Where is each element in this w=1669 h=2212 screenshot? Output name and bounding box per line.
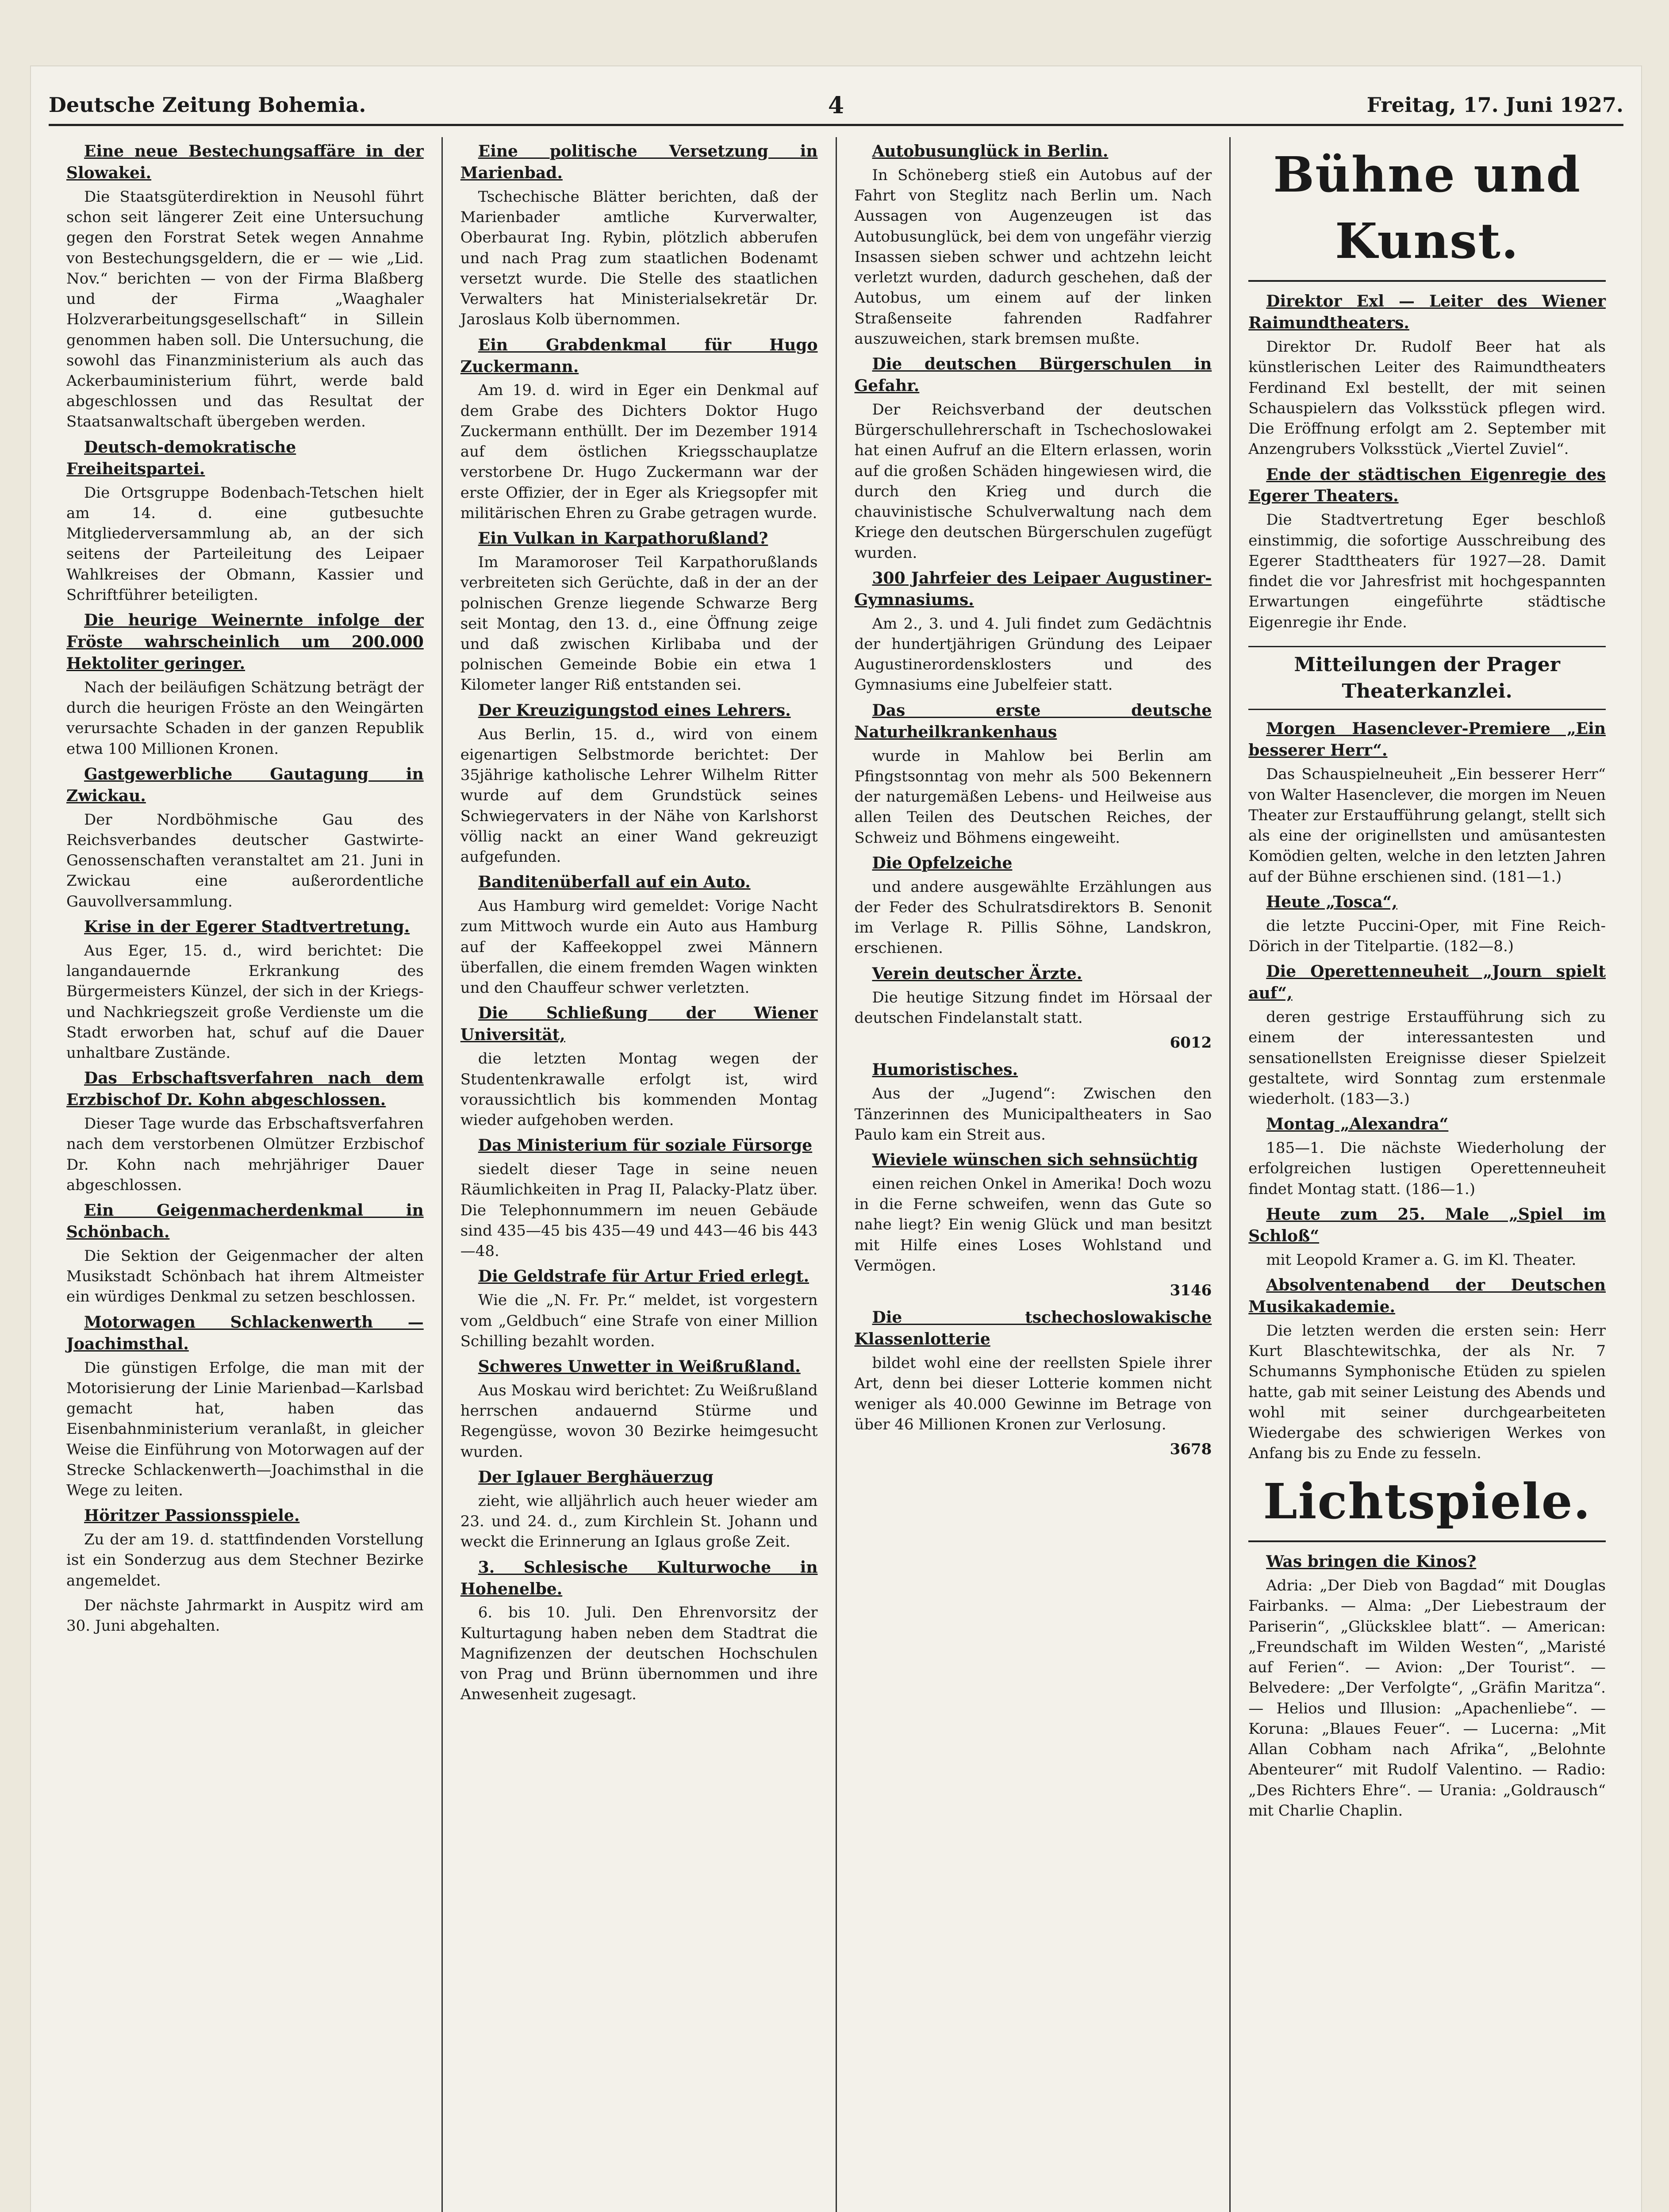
article-heading: Schweres Unwetter in Weißrußland. [478,1357,801,1376]
article-heading: Banditenüberfall auf ein Auto. [478,873,751,892]
article-text: siedelt dieser Tage in seine neuen Räumlichkeiten in Prag II, Palacky-Platz über. Die Telephonnummern im neuen Gebäude sind 435—45 bis 435—49 und 443—46 bis 443—48. [460,1160,818,1260]
columns [49,137,1623,2212]
article-text: Wie die „N. Fr. Pr.“ meldet, ist vorgestern vom „Geldbuch“ eine Strafe von einer Million Schilling bezahlt worden. [460,1291,818,1350]
article-text: Die Ortsgruppe Bodenbach-Tetschen hielt am 14. d. eine gutbesuchte Mitgliederversammlung ab, an der sich seitens der Parteileitung des Leipaer Wahlkreises der Obmann, Kassier und Schriftführer beteiligten. [66,484,424,604]
article-heading: Das erste deutsche Naturheilkrankenhaus [854,701,1212,741]
article-heading: Die Geldstrafe für Artur Fried erlegt. [478,1267,810,1286]
article-text: und andere ausgewählte Erzählungen aus der Feder des Schulratsdirektors B. Senonit im Verlage R. Pillis Söhne, Landskron, erschienen. [854,878,1212,957]
article-text: Zu der am 19. d. stattfindenden Vorstellung ist ein Sonderzug aus dem Stechner Bezirke angemeldet. [66,1531,424,1590]
article-text: Die heutige Sitzung findet im Hörsaal der deutschen Findelanstalt statt. [854,988,1212,1027]
article-text: Aus Berlin, 15. d., wird von einem eigenartigen Selbstmorde berichtet: Der 35jährige katholische Lehrer Wilhelm Ritter wurde auf dem Grundstück seines Schwiegervaters in der Nähe von Karlshorst völlig nackt an einer Wand gekreuzigt aufgefunden. [460,725,818,866]
article-heading: Verein deutscher Ärzte. [872,964,1082,983]
reference-number: 3146 [1170,1282,1212,1300]
article-text: Aus Moskau wird berichtet: Zu Weißrußland herrschen andauernd Stürme und Regengüsse, wovon 30 Bezirke heimgesucht wurden. [460,1381,818,1461]
article-heading: Motorwagen Schlackenwerth — Joachimsthal. [66,1313,424,1353]
article-text: Am 2., 3. und 4. Juli findet zum Gedächtnis der hundertjährigen Gründung des Leipaer Augustinerordensklosters und des Gymnasiums eine Jubelfeier statt. [854,614,1212,694]
article-text: wurde in Mahlow bei Berlin am Pfingstsonntag von mehr als 500 Bekennern der naturgemäßen Lebens- und Heilweise aus allen Teilen des Deutschen Reiches, der Schweiz und Böhmens eingeweiht. [854,747,1212,847]
article-heading: Heute zum 25. Male „Spiel im Schloß“ [1248,1205,1606,1245]
article-text: Aus Hamburg wird gemeldet: Vorige Nacht zum Mittwoch wurde ein Auto aus Hamburg auf der Kaffeekoppel zwei Männern überfallen, die einem fremden Wagen winkten und den Chauffeur schwer verletzten. [460,897,818,997]
article-heading: Die deutschen Bürgerschulen in Gefahr. [854,355,1212,396]
article-heading: Das Ministerium für soziale Fürsorge [478,1136,813,1155]
article-text: Der nächste Jahrmarkt in Auspitz wird am 30. Juni abgehalten. [66,1596,424,1635]
article-text: Aus der „Jugend“: Zwischen den Tänzerinnen des Municipaltheaters in Sao Paulo kam ein Streit aus. [854,1085,1212,1144]
page-header [49,84,1623,126]
article-heading: Der Iglauer Berghäuerzug [478,1467,714,1486]
article-heading: Die tschechoslowakische Klassenlotterie [854,1308,1212,1349]
article-heading: Was bringen die Kinos? [1266,1552,1477,1571]
article-text: Im Maramoroser Teil Karpathorußlands verbreiteten sich Gerüchte, daß in der an der polnischen Grenze liegende Schwarze Berg seit Montag, den 13. d., eine Öffnung zeige und daß zwischen Kirlibaba und der polnischen Gemeinde Bobie ein etwa 1 Kilometer langer Riß entstanden sei. [460,553,818,694]
article-text: Die letzten werden die ersten sein: Herr Kurt Blaschtewitschka, der als Nr. 7 Schumanns Symphonische Etüden zu spielen hatte, gab mit seiner Leistung des Abends und wohl mit seiner durchgearbeiteten Wiedergabe des schwierigen Werkes von Anfang bis zu Ende zu fesseln. [1248,1321,1606,1463]
article-text: die letzte Puccini-Oper, mit Fine Reich-Dörich in der Titelpartie. (182—8.) [1248,917,1606,955]
page-number: 4 [828,92,844,119]
article-text: Nach der beiläufigen Schätzung beträgt der durch die heurigen Fröste an den Weingärten verursachte Schaden in der ganzen Republik etwa 100 Millionen Kronen. [66,678,424,758]
article-text: Das Schauspielneuheit „Ein besserer Herr“ von Walter Hasenclever, die morgen im Neuen Theater zur Erstaufführung gelangt, stellt sich als eine der originellsten und amüsantesten Komödien gelten, welche in den letzten Jahren auf der Bühne erschienen sind. (181—1.) [1248,765,1606,886]
article-heading: Die Schließung der Wiener Universität, [460,1004,818,1045]
article-heading: Der Kreuzigungstod eines Lehrers. [478,701,791,720]
article-text: Tschechische Blätter berichten, daß der Marienbader amtliche Kurverwalter, Oberbaurat Ing. Rybin, plötzlich abberufen und nach Prag zum staatlichen Bodenamt versetzt wurde. Die Stelle des staatlichen Verwalters hat Ministerialsekretär Dr. Jaroslaus Kolb übernommen. [460,188,818,329]
article-text: mit Leopold Kramer a. G. im Kl. Theater. [1266,1251,1577,1269]
article-text: In Schöneberg stieß ein Autobus auf der Fahrt von Steglitz nach Berlin um. Nach Aussagen von Augenzeugen ist das Autobusunglück, bei dem von ungefähr vierzig Insassen sieben schwer und achtzehn leicht verletzt wurden, dadurch geschehen, daß der Autobus, um einem auf der linken Straßenseite fahrenden Radfahrer auszuweichen, stark bremsen mußte. [854,166,1212,348]
column-2 [443,137,837,2212]
article-heading: Die Operettenneuheit „Journ spielt auf“, [1248,962,1606,1003]
column-4 [1231,137,1623,2212]
article-heading: Humoristisches. [872,1060,1018,1079]
article-text: Adria: „Der Dieb von Bagdad“ mit Douglas Fairbanks. — Alma: „Der Liebestraum der Pariserin“, „Glücksklee blatt“. — American: „Freundschaft im Wilden Westen“, „Maristé auf Ferien“. — Avion: „Der Tourist“. — Belvedere: „Der Verfolgte“, „Gräfin Maritza“. — Helios und Illusion: „Apachenliebe“. — Koruna: „Blaues Feuer“. — Lucerna: „Mit Allan Cobham nach Afrika“, „Belohnte Abenteurer“ mit Rudolf Valentino. — Radio: „Des Richters Ehre“. — Urania: „Goldrausch“ mit Charlie Chaplin. [1248,1577,1606,1820]
article-heading: Die heurige Weinernte infolge der Fröste wahrscheinlich um 200.000 Hektoliter geringer. [66,611,424,673]
article-heading: 300 Jahrfeier des Leipaer Augustiner-Gymnasiums. [854,568,1212,609]
section-title-cinema: Lichtspiele. [1248,1468,1606,1543]
article-text: die letzten Montag wegen der Studentenkrawalle erfolgt ist, wird voraussichtlich bis kommenden Montag wieder aufgehoben werden. [460,1050,818,1129]
article-heading: Gastgewerbliche Gautagung in Zwickau. [66,764,424,805]
article-text: deren gestrige Erstaufführung sich zu einem der interessantesten und sensationellsten Ereignisse dieser Spielzeit gestaltete, wird Sonntag zum erstenmale wiederholt. (183—3.) [1248,1008,1606,1108]
newspaper-page [31,66,1641,2212]
article-heading: Direktor Exl — Leiter des Wiener Raimundtheaters. [1248,292,1606,333]
article-heading: Absolventenabend der Deutschen Musikakademie. [1248,1276,1606,1317]
article-text: zieht, wie alljährlich auch heuer wieder am 23. und 24. d., zum Kirchlein St. Johann und weckt die Erinnerung an Iglaus große Zeit. [460,1492,818,1551]
article-text: 185—1. Die nächste Wiederholung der erfolgreichen lustigen Operettenneuheit findet Montag statt. (186—1.) [1248,1139,1606,1198]
newspaper-name: Deutsche Zeitung Bohemia. [49,93,366,117]
article-heading: Ende der städtischen Eigenregie des Egerer Theaters. [1248,465,1606,506]
article-text: Die Staatsgüterdirektion in Neusohl führt schon seit längerer Zeit eine Untersuchung gegen den Forstrat Setek wegen Annahme von Bestechungsgeldern, die er — wie „Lid. Nov.“ berichten — von der Firma Blaßberg und der Firma „Waaghaler Holzverarbeitungsgesellschaft“ in Sillein genommen haben soll. Die Untersuchung, die sowohl das Finanzministerium als auch das Ackerbauministerium führt, werde bald abgeschlossen und das Resultat der Staatsanwaltschaft übergeben werden. [66,188,424,431]
article-heading: Deutsch-demokratische Freiheitspartei. [66,438,296,478]
article-heading: Das Erbschaftsverfahren nach dem Erzbischof Dr. Kohn abgeschlossen. [66,1069,424,1110]
article-heading: Ein Grabdenkmal für Hugo Zuckermann. [460,335,818,376]
section-subtitle-prague-theater: Mitteilungen der Prager Theaterkanzlei. [1248,646,1606,710]
article-heading: Höritzer Passionsspiele. [84,1506,300,1525]
article-heading: Eine politische Versetzung in Marienbad. [460,142,818,182]
article-heading: Ein Vulkan in Karpathorußland? [478,529,768,548]
article-text: Die günstigen Erfolge, die man mit der Motorisierung der Linie Marienbad—Karlsbad gemacht hat, haben das Eisenbahnministerium veranlaßt, in gleicher Weise die Einführung von Motorwagen auf der Strecke Schlackenwerth—Joachimsthal in die Wege zu leiten. [66,1359,424,1500]
section-title-stage-and-art: Bühne und Kunst. [1248,142,1606,282]
article-heading: Montag „Alexandra“ [1266,1115,1449,1134]
column-1 [49,137,443,2212]
reference-number: 3678 [1170,1440,1212,1459]
article-heading: Eine neue Bestechungsaffäre in der Slowakei. [66,142,424,182]
article-heading: Krise in der Egerer Stadtvertretung. [84,917,410,936]
article-text: Der Nordböhmische Gau des Reichsverbandes deutscher Gastwirte-Genossenschaften veranstaltet am 21. Juni in Zwickau eine außerordentliche Gauvollversammlung. [66,810,424,910]
article-heading: Morgen Hasenclever-Premiere „Ein besserer Herr“. [1248,719,1606,760]
article-heading: Ein Geigenmacherdenkmal in Schönbach. [66,1201,424,1242]
article-heading: Die Opfelzeiche [872,853,1013,872]
article-text: Dieser Tage wurde das Erbschaftsverfahren nach dem verstorbenen Olmützer Erzbischof Dr. Kohn nach mehrjähriger Dauer abgeschlossen. [66,1115,424,1194]
column-3 [837,137,1231,2212]
article-heading: Heute „Tosca“, [1266,892,1397,911]
article-heading: Wieviele wünschen sich sehnsüchtig [872,1150,1198,1169]
article-text: Die Sektion der Geigenmacher der alten Musikstadt Schönbach hat ihrem Altmeister ein würdiges Denkmal zu setzen beschlossen. [66,1247,424,1306]
article-text: einen reichen Onkel in Amerika! Doch wozu in die Ferne schweifen, wenn das Gute so nahe liegt? Ein wenig Glück und man besitzt mit Hilfe eines Loses Wohlstand und Vermögen. [854,1175,1212,1275]
issue-date: Freitag, 17. Juni 1927. [1366,93,1623,117]
article-heading: 3. Schlesische Kulturwoche in Hohenelbe. [460,1558,818,1598]
article-text: Aus Eger, 15. d., wird berichtet: Die langandauernde Erkrankung des Bürgermeisters Künzel, der sich in der Kriegs- und Nachkriegszeit große Verdienste um die Stadt erworben hat, schuf auf die Dauer unhaltbare Zustände. [66,941,424,1062]
article-text: Die Stadtvertretung Eger beschloß einstimmig, die sofortige Ausschreibung des Egerer Stadttheaters für 1927—28. Damit findet die vor Jahresfrist mit hochgespannten Erwartungen eingeführte städtische Eigenregie ihr Ende. [1248,511,1606,631]
article-heading: Autobusunglück in Berlin. [872,142,1109,161]
article-text: bildet wohl eine der reellsten Spiele ihrer Art, denn bei dieser Lotterie kommen nicht weniger als 40.000 Gewinne im Betrage von über 46 Millionen Kronen zur Verlosung. [854,1354,1212,1433]
article-text: 6. bis 10. Juli. Den Ehrenvorsitz der Kulturtagung haben neben dem Stadtrat die Magnifizenzen der deutschen Hochschulen von Prag und Brünn übernommen und ihre Anwesenheit zugesagt. [460,1604,818,1704]
article-text: Am 19. d. wird in Eger ein Denkmal auf dem Grabe des Dichters Doktor Hugo Zuckermann enthüllt. Der im Dezember 1914 auf dem östlichen Kriegsschauplatze verstorbene Dr. Hugo Zuckermann war der erste Offizier, der in Eger als Kriegsopfer mit militärischen Ehren zu Grabe getragen wurde. [460,381,818,522]
reference-number: 6012 [1170,1034,1212,1052]
article-text: Der Reichsverband der deutschen Bürgerschullehrerschaft in Tschechoslowakei hat einen Aufruf an die Eltern erlassen, worin auf die großen Schäden hingewiesen wird, die durch den Krieg und durch die chauvinistische Schulverwaltung nach dem Kriege den deutschen Bürgerschulen zugefügt wurden. [854,400,1212,562]
article-text: Direktor Dr. Rudolf Beer hat als künstlerischen Leiter des Raimundtheaters Ferdinand Exl bestellt, der mit seinen Schauspielern das Volksstück pflegen wird. Die Eröffnung erfolgt am 2. September mit Anzengrubers Volksstück „Viertel Zuviel“. [1248,338,1606,458]
